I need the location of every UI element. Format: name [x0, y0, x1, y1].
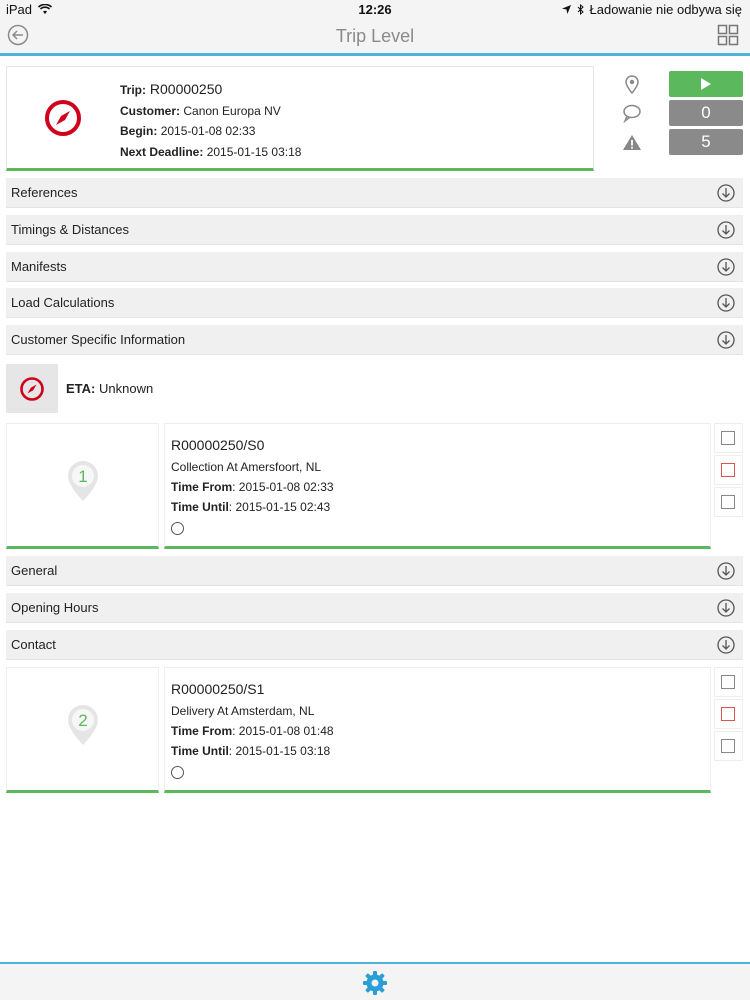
- time-until-line: Time Until: 2015-01-15 03:18: [171, 744, 331, 758]
- time-until-line: Time Until: 2015-01-15 02:43: [171, 500, 331, 514]
- nav-bar: [0, 20, 750, 56]
- page-title: Trip Level: [335, 26, 415, 46]
- grid-view-icon[interactable]: [717, 24, 739, 46]
- stop-description: Delivery At Amsterdam, NL: [171, 704, 315, 718]
- time-from-line: Time From: 2015-01-08 01:48: [171, 724, 334, 738]
- stop-number-pin-icon: [67, 704, 99, 746]
- stop-checkbox[interactable]: [721, 739, 735, 753]
- trip-id: R00000250: [149, 81, 223, 97]
- time-from-value: : 2015-01-08 02:33: [232, 480, 334, 494]
- stop-detail-card[interactable]: [164, 423, 711, 549]
- stop-checkbox-red[interactable]: [721, 707, 735, 721]
- section-contact[interactable]: [6, 630, 743, 660]
- section-label: General: [11, 563, 58, 578]
- stop-number: 2: [78, 711, 88, 730]
- customer-name: Canon Europa NV: [183, 103, 281, 118]
- expand-down-icon: [717, 636, 735, 654]
- start-trip-button[interactable]: [669, 71, 743, 97]
- expand-down-icon: [717, 221, 735, 239]
- stop-detail-card[interactable]: [164, 667, 711, 793]
- time-until-value: : 2015-01-15 02:43: [228, 500, 331, 514]
- section-customer-specific-information[interactable]: [6, 325, 743, 355]
- play-icon: [700, 77, 712, 91]
- begin-time: 2015-01-08 02:33: [160, 124, 256, 138]
- section-label: Manifests: [11, 259, 67, 274]
- section-manifests[interactable]: [6, 252, 743, 282]
- status-bar: [0, 0, 750, 20]
- warnings-count-button[interactable]: 5: [669, 129, 743, 155]
- section-label: Load Calculations: [11, 295, 115, 310]
- eta-line: ETA: Unknown: [66, 381, 154, 396]
- section-label: Timings & Distances: [11, 222, 129, 237]
- stop-number: 1: [78, 467, 88, 486]
- section-load-calculations[interactable]: [6, 288, 743, 318]
- deadline-line: Next Deadline: 2015-01-15 03:18: [120, 144, 302, 159]
- time-from-value: : 2015-01-08 01:48: [232, 724, 334, 738]
- compass-icon: [43, 98, 83, 138]
- stop-number-pin-icon: [67, 460, 99, 502]
- compass-icon: [19, 376, 45, 402]
- bluetooth-icon: [577, 4, 584, 15]
- customer-line: Customer: Canon Europa NV: [120, 103, 281, 118]
- expand-down-icon: [717, 184, 735, 202]
- eta-icon-box: [6, 364, 58, 413]
- section-opening-hours[interactable]: [6, 593, 743, 623]
- stop-code: R00000250/S1: [171, 681, 265, 697]
- section-label: Contact: [11, 637, 56, 652]
- section-general[interactable]: [6, 556, 743, 586]
- section-label: References: [11, 185, 78, 200]
- battery-status-text: Ładowanie nie odbywa się: [589, 2, 742, 17]
- stop-checkbox-red[interactable]: [721, 463, 735, 477]
- eta-value: Unknown: [99, 381, 154, 396]
- gear-icon[interactable]: [362, 970, 388, 996]
- stop-select-radio[interactable]: [171, 766, 184, 779]
- time-until-value: : 2015-01-15 03:18: [228, 744, 331, 758]
- clock: 12:26: [358, 2, 392, 17]
- expand-down-icon: [717, 331, 735, 349]
- expand-down-icon: [717, 562, 735, 580]
- expand-down-icon: [717, 258, 735, 276]
- expand-down-icon: [717, 599, 735, 617]
- section-label: Customer Specific Information: [11, 332, 186, 347]
- message-bubble-icon[interactable]: [622, 103, 642, 123]
- stop-checkbox[interactable]: [721, 495, 735, 509]
- stop-checkbox[interactable]: [721, 675, 735, 689]
- trip-summary-card: [6, 66, 594, 171]
- stop-pin-card[interactable]: [6, 423, 159, 549]
- stop-select-radio[interactable]: [171, 522, 184, 535]
- section-references[interactable]: [6, 178, 743, 208]
- begin-line: Begin: 2015-01-08 02:33: [120, 124, 256, 138]
- stop-pin-card[interactable]: [6, 667, 159, 793]
- messages-count-button[interactable]: 0: [669, 100, 743, 126]
- warning-icon[interactable]: [622, 133, 642, 153]
- bottom-toolbar: [0, 962, 750, 1000]
- deadline-time: 2015-01-15 03:18: [206, 144, 302, 159]
- device-label: iPad: [6, 2, 33, 17]
- stop-checkbox[interactable]: [721, 431, 735, 445]
- expand-down-icon: [717, 294, 735, 312]
- section-label: Opening Hours: [11, 600, 99, 615]
- stop-code: R00000250/S0: [171, 437, 265, 453]
- location-arrow-icon: [562, 5, 571, 14]
- section-timings-distances[interactable]: [6, 215, 743, 245]
- map-pin-icon[interactable]: [622, 75, 642, 95]
- stop-description: Collection At Amersfoort, NL: [171, 460, 322, 474]
- time-from-line: Time From: 2015-01-08 02:33: [171, 480, 334, 494]
- trip-id-line: Trip: R00000250: [120, 81, 223, 97]
